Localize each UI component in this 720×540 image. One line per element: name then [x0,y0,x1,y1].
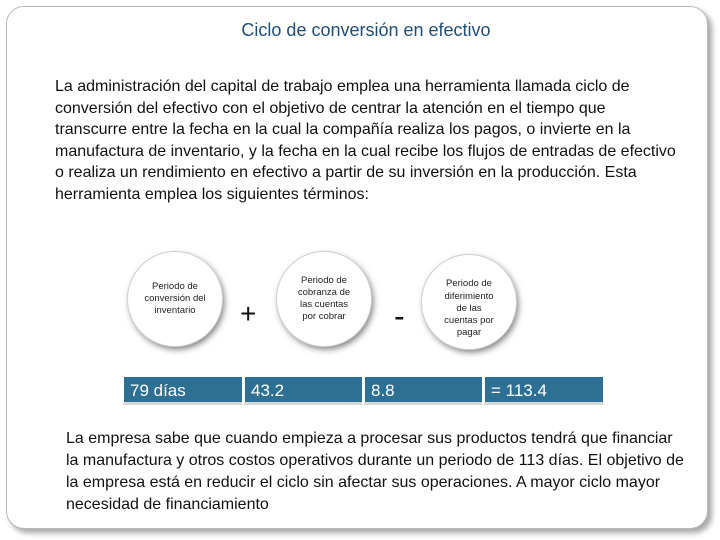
value-receivables-days: 43.2 [243,377,362,405]
term-label-payables: Periodo de diferimiento de las cuentas por pagar [444,278,494,339]
term-label-receivables: Periodo de cobranza de las cuentas por cobrar [297,274,351,323]
slide-title: Ciclo de conversión en efectivo [241,20,491,40]
closing-paragraph: La empresa sabe que cuando empieza a procesar sus productos tendrá que financiar la manufactura y otros costos operativos durante un periodo de 113 días. El objetivo de la empresa está en reducir el ciclo sin afectar sus operaciones. A mayor ciclo mayor necesidad de financiamiento [66,430,684,513]
value-total-days: = 113.4 [483,377,603,405]
term-circle-inventory [128,252,222,346]
term-circle-payables [422,255,516,349]
value-inventory-days: 79 días [122,377,242,405]
minus-operator: - [394,298,405,334]
intro-paragraph: La administración del capital de trabajo emplea una herramienta llamada ciclo de conversión del efectivo con el objetivo de centrar la atención en el tiempo que transcurre entre la fecha en la cual la compañía realiza los pagos, o invierte en la manufactura de inventario, y la fecha en la cual recibe los flujos de entradas de efectivo o realiza un rendimiento en efectivo a partir de su inversión en la producción. Esta herramienta emplea los siguientes términos: [55,78,676,203]
value-payables-days: 8.8 [363,377,482,405]
term-circle-receivables [277,252,371,346]
plus-operator: + [240,298,257,329]
term-label-inventory: Periodo de conversión del inventario [144,280,206,317]
